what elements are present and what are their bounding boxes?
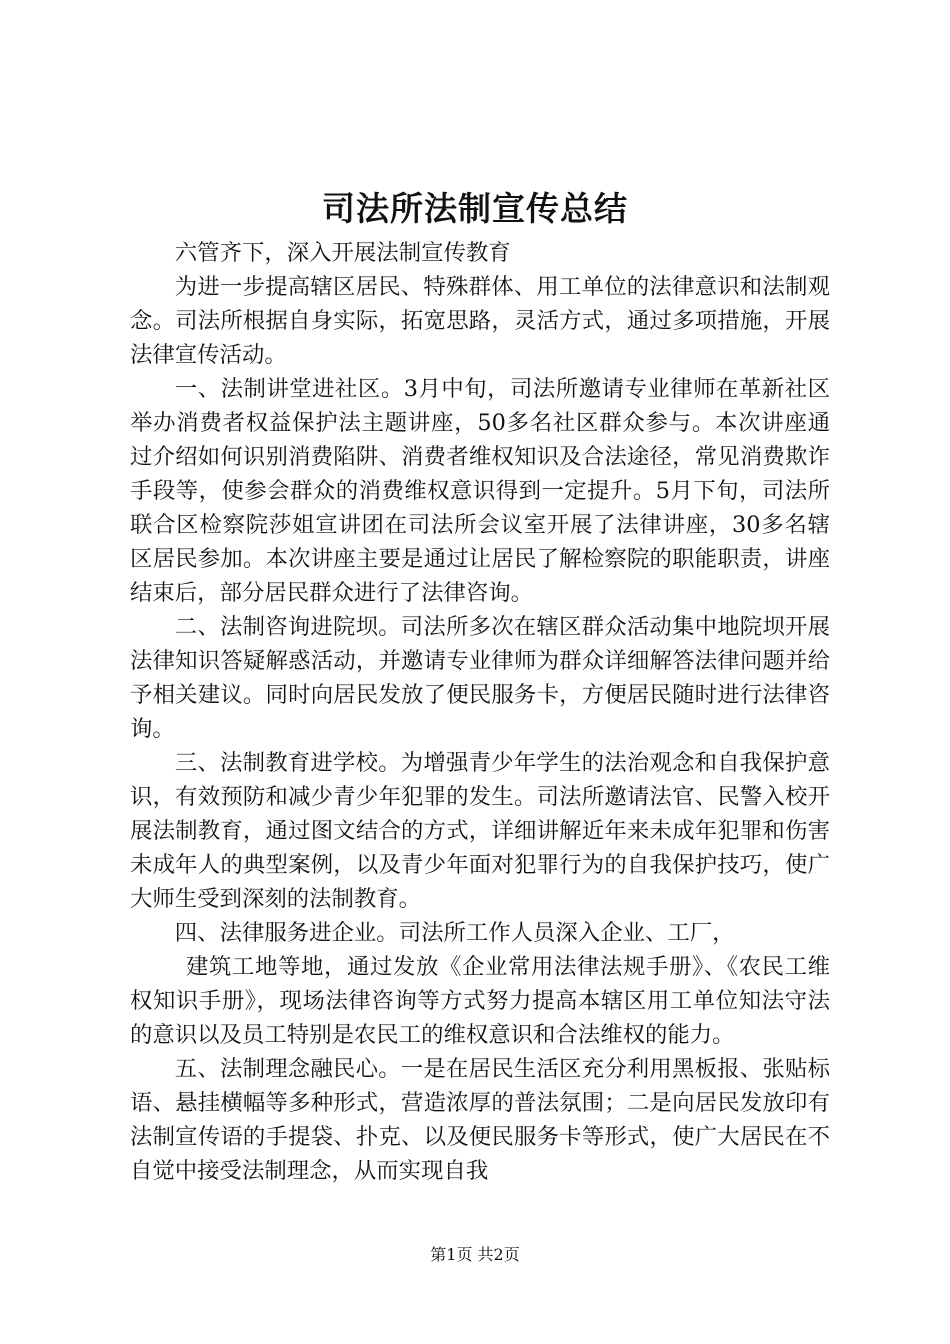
document-title: 司法所法制宣传总结: [322, 189, 628, 228]
paragraph-section-3: 三、法制教育进学校。为增强青少年学生的法治观念和自我保护意识，有效预防和减少青少年犯罪的发生。司法所邀请法官、民警入校开展法制教育，通过图文结合的方式，详细讲解近年来未成年犯罪和伤害未成年人的典型案例，以及青少年面对犯罪行为的自我保护技巧，使广大师生受到深刻的法制教育。: [130, 750, 830, 912]
paragraph-heading: 六管齐下，深入开展法制宣传教育: [174, 240, 511, 266]
paragraph-section-4: 四、法律服务进企业。司法所工作人员深入企业、工厂，: [174, 920, 735, 946]
paragraph-intro: 为进一步提高辖区居民、特殊群体、用工单位的法律意识和法制观念。司法所根据自身实际，拓宽思路，灵活方式，通过多项措施，开展法律宣传活动。: [130, 274, 830, 368]
document-body: [130, 236, 830, 1188]
paragraph-section-2: 二、法制咨询进院坝。司法所多次在辖区群众活动集中地院坝开展法律知识答疑解惑活动，并邀请专业律师为群众详细解答法律问题并给予相关建议。同时向居民发放了便民服务卡，方便居民随时进行法律咨询。: [130, 614, 830, 742]
paragraph-section-5: 五、法制理念融民心。一是在居民生活区充分利用黑板报、张贴标语、悬挂横幅等多种形式，营造浓厚的普法氛围；二是向居民发放印有法制宣传语的手提袋、扑克、以及便民服务卡等形式，使广大居民在不自觉中接受法制理念，从而实现自我: [130, 1056, 830, 1184]
paragraph-section-4-continued: 建筑工地等地，通过发放《企业常用法律法规手册》、《农民工维权知识手册》，现场法律咨询等方式努力提高本辖区用工单位知法守法的意识以及员工特别是农民工的维权意识和合法维权的能力。: [130, 954, 830, 1048]
paragraph-section-1: 一、法制讲堂进社区。3月中旬，司法所邀请专业律师在革新社区举办消费者权益保护法主题讲座，50多名社区群众参与。本次讲座通过介绍如何识别消费陷阱、消费者维权知识及合法途径，常见消费欺诈手段等，使参会群众的消费维权意识得到一定提升。5月下旬，司法所联合区检察院莎姐宣讲团在司法所会议室开展了法律讲座，30多名辖区居民参加。本次讲座主要是通过让居民了解检察院的职能职责，讲座结束后，部分居民群众进行了法律咨询。: [130, 376, 830, 606]
page-number-footer: 第1页 共2页: [430, 1245, 520, 1264]
